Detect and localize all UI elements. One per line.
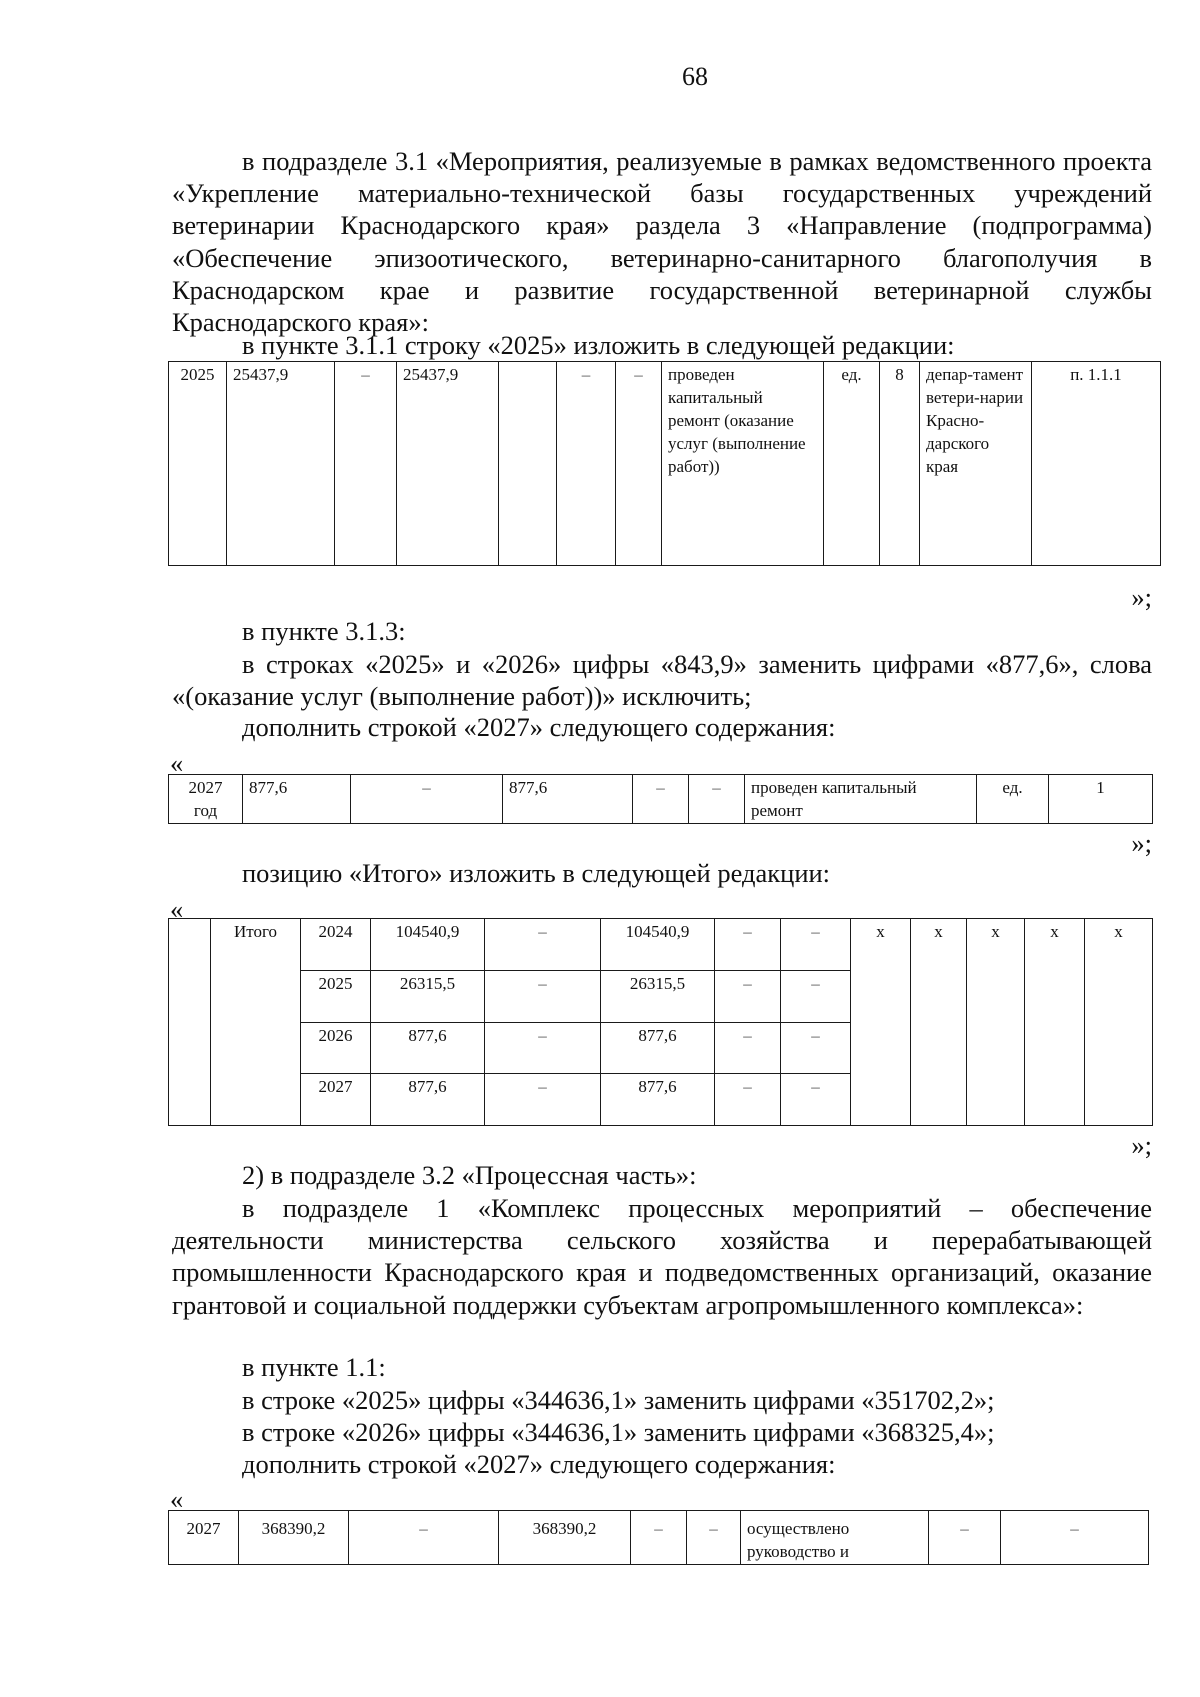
cell-dash: – (616, 362, 662, 566)
cell-amount: 25437,9 (397, 362, 499, 566)
cell-year: 2027 (301, 1074, 371, 1126)
cell-dash: – (929, 1511, 1001, 1565)
cell-dash: – (715, 970, 781, 1022)
cell-total: 877,6 (371, 1022, 485, 1074)
cell-year: 2025 (301, 970, 371, 1022)
paragraph-replace-figures: в строках «2025» и «2026» цифры «843,9» заменить цифрами «877,6», слова «(оказание услуг (выполнение работ))» исключить; (172, 649, 1152, 712)
table-total (168, 918, 1153, 1126)
table-item-3-1-1 (168, 361, 1161, 566)
cell-year: 2027 год (169, 775, 243, 824)
cell-year: 2027 (169, 1511, 239, 1565)
cell-total: 368390,2 (239, 1511, 349, 1565)
cell-amount: 877,6 (601, 1074, 715, 1126)
cell-dash: – (557, 362, 616, 566)
cell-dash: – (781, 970, 851, 1022)
cell-x-mark: x (1025, 919, 1085, 1126)
cell-x-mark: x (851, 919, 911, 1126)
cell-dash: – (781, 1022, 851, 1074)
cell-x-mark: x (967, 919, 1025, 1126)
opening-quote: « (170, 894, 184, 924)
cell-dash: – (687, 1511, 741, 1565)
cell-total: 26315,5 (371, 970, 485, 1022)
cell-total: 25437,9 (227, 362, 335, 566)
opening-quote: « (170, 1484, 184, 1514)
cell-dash: – (485, 1074, 601, 1126)
cell-empty (169, 919, 211, 1126)
paragraph-subsection-3-2: 2) в подразделе 3.2 «Процессная часть»: (242, 1160, 697, 1190)
cell-result: проведен капитальный ремонт (745, 775, 977, 824)
cell-executor: депар-тамент ветери-нарии Красно-дарского края (920, 362, 1032, 566)
cell-dash: – (781, 919, 851, 971)
paragraph-item-3-1-3: в пункте 3.1.3: (242, 616, 406, 646)
closing-quote: »; (1131, 828, 1152, 858)
cell-dash: – (335, 362, 397, 566)
cell-amount: 26315,5 (601, 970, 715, 1022)
table-row (169, 1511, 1149, 1565)
closing-quote: »; (1131, 582, 1152, 612)
cell-year: 2026 (301, 1022, 371, 1074)
cell-dash: – (485, 970, 601, 1022)
cell-total: 877,6 (243, 775, 351, 824)
page-number: 68 (682, 62, 708, 91)
cell-total-label: Итого (211, 919, 301, 1126)
cell-amount: 877,6 (503, 775, 633, 824)
cell-result: осуществлено руководство и (741, 1511, 929, 1565)
cell-dash: – (715, 1074, 781, 1126)
cell-reference: п. 1.1.1 (1032, 362, 1161, 566)
cell-amount: 877,6 (601, 1022, 715, 1074)
cell-amount: 104540,9 (601, 919, 715, 971)
cell-dash: – (715, 919, 781, 971)
cell-dash: – (781, 1074, 851, 1126)
paragraph-item-1-1: в пункте 1.1: (242, 1352, 386, 1382)
cell-dash: – (631, 1511, 687, 1565)
table-row (169, 919, 1153, 971)
table-row (169, 775, 1153, 824)
paragraph-item-3-1-1: в пункте 3.1.1 строку «2025» изложить в следующей редакции: (242, 330, 955, 360)
cell-dash: – (1001, 1511, 1149, 1565)
cell-amount: 368390,2 (499, 1511, 631, 1565)
cell-dash: – (633, 775, 689, 824)
cell-total: 877,6 (371, 1074, 485, 1126)
paragraph-total-position: позицию «Итого» изложить в следующей редакции: (242, 858, 831, 888)
closing-quote: »; (1131, 1130, 1152, 1160)
cell-dash: – (689, 775, 745, 824)
cell-x-mark: x (911, 919, 967, 1126)
cell-dash: – (351, 775, 503, 824)
cell-count: 8 (880, 362, 920, 566)
paragraph-row-2026: в строке «2026» цифры «344636,1» заменить цифрами «368325,4»; (242, 1417, 995, 1447)
cell-empty (499, 362, 557, 566)
cell-total: 104540,9 (371, 919, 485, 971)
cell-dash: – (485, 919, 601, 971)
cell-dash: – (715, 1022, 781, 1074)
cell-result: проведен капитальный ремонт (оказание услуг (выполнение работ)) (662, 362, 824, 566)
cell-year: 2024 (301, 919, 371, 971)
table-item-1-1-row-2027 (168, 1510, 1149, 1565)
table-row (169, 362, 1161, 566)
paragraph-add-row-2027: дополнить строкой «2027» следующего содержания: (242, 1449, 836, 1479)
table-item-3-1-3-row-2027 (168, 774, 1153, 824)
paragraph-subsection-1: в подразделе 1 «Комплекс процессных мероприятий – обеспечение деятельности министерства сельского хозяйства и перерабатывающей промышленности Краснодарского края и подведомственных организаций, оказание грантовой и социальной поддержки субъектам агропромышленного комплекса»: (172, 1193, 1152, 1320)
cell-unit: ед. (824, 362, 880, 566)
cell-dash: – (349, 1511, 499, 1565)
cell-x-mark: x (1085, 919, 1153, 1126)
cell-year: 2025 (169, 362, 227, 566)
paragraph-row-2025: в строке «2025» цифры «344636,1» заменить цифрами «351702,2»; (242, 1385, 995, 1415)
cell-count: 1 (1049, 775, 1153, 824)
paragraph-add-row-2027: дополнить строкой «2027» следующего содержания: (242, 712, 836, 742)
cell-dash: – (485, 1022, 601, 1074)
opening-quote: « (170, 748, 184, 778)
cell-unit: ед. (977, 775, 1049, 824)
paragraph-subsection-3-1: в подразделе 3.1 «Мероприятия, реализуемые в рамках ведомственного проекта «Укрепление материально-технической базы государственных учреждений ветеринарии Краснодарского края» раздела 3 «Направление (подпрограмма) «Обеспечение эпизоотического, ветеринарно-санитарного благополучия в Краснодарском крае и развитие государственной ветеринарной службы Краснодарского края»: (172, 146, 1152, 338)
